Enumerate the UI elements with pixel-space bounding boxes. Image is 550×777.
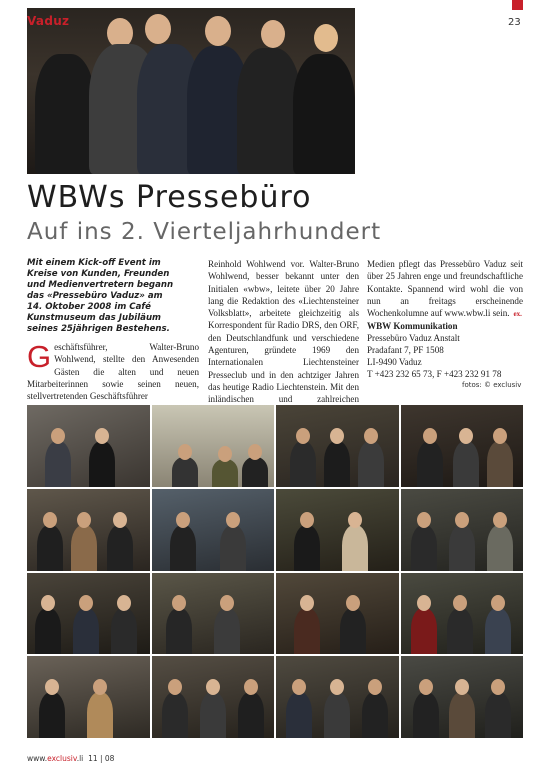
body-column-3: [367, 258, 523, 320]
person-figure: [453, 441, 479, 487]
footer-site-suffix: .li: [76, 754, 84, 763]
person-figure: [220, 525, 246, 571]
footer: [27, 754, 114, 763]
section-label: Vaduz: [27, 14, 70, 28]
body-text: Medien pflegt das Pressebüro Vaduz seit über 25 Jahren enge und freundschaftliche Kontakte. Spannend wird wohl die von nun an freitags erscheinende Wochenkolumne auf www.wbw.li sein.: [367, 259, 523, 319]
event-photo: [276, 656, 399, 738]
event-photo: [152, 573, 275, 655]
person-figure: [290, 441, 316, 487]
person-figure: [342, 525, 368, 571]
event-photo: [27, 405, 150, 487]
event-photo-grid: [27, 405, 523, 738]
contact-office: Pressebüro Vaduz Anstalt: [367, 333, 460, 344]
event-photo: [401, 656, 524, 738]
person-figure: [39, 692, 65, 738]
page-corner-mark: [512, 0, 523, 10]
person-figure: [447, 608, 473, 654]
event-photo: [401, 573, 524, 655]
person-figure: [294, 608, 320, 654]
contact-address: Pradafant 7, PF 1508: [367, 345, 444, 356]
person-figure: [71, 525, 97, 571]
event-photo: [27, 489, 150, 571]
event-photo: [276, 405, 399, 487]
person-figure: [293, 54, 355, 174]
page-number: 23: [508, 17, 521, 28]
person-figure: [170, 525, 196, 571]
header-group-photo: [27, 8, 355, 174]
event-photo: [276, 573, 399, 655]
footer-site-brand: exclusiv: [47, 754, 77, 763]
person-figure: [487, 441, 513, 487]
person-figure: [449, 525, 475, 571]
person-figure: [362, 692, 388, 738]
person-figure: [358, 441, 384, 487]
person-figure: [487, 525, 513, 571]
event-photo: [152, 656, 275, 738]
photo-credit: fotos: © exclusiv: [462, 381, 522, 389]
event-photo: [401, 405, 524, 487]
body-column-2: Reinhold Wohlwend vor. Walter-Bruno Wohlwend, besser bekannt unter den Initialen «wbw», leitete über 20 Jahre lang die Redaktion des «Liechtensteiner Volksblatt», arbeitete gleichzeitig als Korrespondent für Radio DRS, den ORF, den Deutschlandfunk und verschiedene Agenturen, gründete 1969 den Internationalen Liechtensteiner Presseclub und in den achtziger Jahren das heutige Radio Liechtenstein. Mit den inländischen und zahlreichen: [208, 259, 359, 405]
person-figure: [413, 692, 439, 738]
person-figure: [35, 608, 61, 654]
event-photo: [276, 489, 399, 571]
contact-company: WBW Kommunikation: [367, 321, 458, 331]
contact-city: LI-9490 Vaduz: [367, 357, 422, 368]
person-figure: [449, 692, 475, 738]
person-figure: [485, 608, 511, 654]
person-figure: [214, 608, 240, 654]
person-figure: [417, 441, 443, 487]
event-photo: [27, 573, 150, 655]
person-head: [261, 20, 285, 48]
person-head: [145, 14, 171, 44]
person-head: [205, 16, 231, 46]
event-photo: [152, 489, 275, 571]
person-figure: [200, 692, 226, 738]
person-figure: [45, 441, 71, 487]
article-subtitle: Auf ins 2. Vierteljahrhundert: [27, 219, 382, 245]
person-figure: [237, 48, 301, 174]
person-figure: [107, 525, 133, 571]
person-figure: [238, 692, 264, 738]
body-text: eschäftsführer, Walter-Bruno Wohlwend, stellte den Anwesenden Gästen die alten und neuen Mitarbeiterinnen sowie seinen neuen, stellvertretenden Geschäftsführer: [27, 342, 199, 402]
footer-issue: 11 | 08: [88, 754, 115, 763]
end-mark: ex.: [513, 310, 522, 319]
person-figure: [286, 692, 312, 738]
body-column-1: [27, 341, 199, 402]
person-figure: [242, 457, 268, 487]
person-figure: [485, 692, 511, 738]
event-photo: [27, 656, 150, 738]
person-figure: [166, 608, 192, 654]
event-photo: [152, 405, 275, 487]
person-figure: [35, 54, 95, 174]
article-title: WBWs Pressebüro: [27, 180, 312, 215]
person-figure: [73, 608, 99, 654]
contact-phone: T +423 232 65 73, F +423 232 91 78: [367, 369, 502, 380]
person-figure: [37, 525, 63, 571]
person-figure: [162, 692, 188, 738]
person-figure: [89, 441, 115, 487]
person-figure: [411, 608, 437, 654]
article-intro: Mit einem Kick-off Event im Kreise von Kunden, Freunden und Medienvertretern begann das «Pressebüro Vaduz» am 14. Oktober 2008 im Café Kunstmuseum das Jubiläum seines 25jährigen Bestehens.: [27, 258, 174, 334]
person-figure: [212, 459, 238, 487]
footer-site-prefix: www.: [27, 754, 48, 763]
person-figure: [294, 525, 320, 571]
drop-cap: G: [27, 339, 52, 374]
person-figure: [340, 608, 366, 654]
person-head: [314, 24, 338, 52]
contact-block: [367, 320, 523, 380]
person-figure: [87, 692, 113, 738]
person-figure: [172, 457, 198, 487]
person-figure: [324, 692, 350, 738]
event-photo: [401, 489, 524, 571]
person-figure: [324, 441, 350, 487]
person-figure: [111, 608, 137, 654]
person-figure: [411, 525, 437, 571]
